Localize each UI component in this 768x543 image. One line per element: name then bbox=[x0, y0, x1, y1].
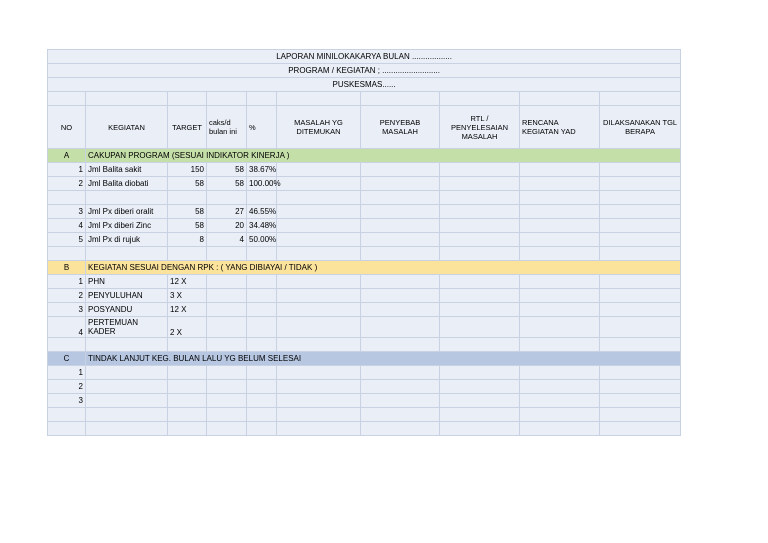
table-row: 1 Jml Balita sakit 150 58 38.67% bbox=[48, 163, 681, 177]
col-rtl: RTL / PENYELESAIAN MASALAH bbox=[440, 106, 520, 149]
column-header-row bbox=[48, 106, 681, 149]
col-caks: caks/d bulan ini bbox=[207, 106, 247, 149]
table-row: 2 Jml Balita diobati 58 58 100.00% bbox=[48, 177, 681, 191]
section-b-header bbox=[48, 261, 681, 275]
section-c-header bbox=[48, 352, 681, 366]
section-b-title: KEGIATAN SESUAI DENGAN RPK : ( YANG DIBIAYAI / TIDAK ) bbox=[86, 261, 681, 275]
col-masalah: MASALAH YG DITEMUKAN bbox=[277, 106, 361, 149]
table-row: 4 PERTEMUAN KADER 2 X bbox=[48, 317, 681, 338]
report-title: LAPORAN MINILOKAKARYA BULAN .................. bbox=[48, 50, 681, 64]
table-row: 1 PHN 12 X bbox=[48, 275, 681, 289]
section-a-header bbox=[48, 149, 681, 163]
col-rencana: RENCANA KEGIATAN YAD bbox=[520, 106, 600, 149]
report-puskesmas: PUSKESMAS...... bbox=[48, 78, 681, 92]
section-b-no: B bbox=[48, 261, 86, 275]
table-row: 4 Jml Px diberi Zinc 58 20 34.48% bbox=[48, 219, 681, 233]
table-row: 3 bbox=[48, 394, 681, 408]
col-target: TARGET bbox=[168, 106, 207, 149]
section-a-no: A bbox=[48, 149, 86, 163]
table-row: 1 bbox=[48, 366, 681, 380]
col-penyebab: PENYEBAB MASALAH bbox=[361, 106, 440, 149]
section-a-title: CAKUPAN PROGRAM (SESUAI INDIKATOR KINERJA ) bbox=[86, 149, 681, 163]
table-row: 5 Jml Px di rujuk 8 4 50.00% bbox=[48, 233, 681, 247]
col-pct: % bbox=[247, 106, 277, 149]
report-program: PROGRAM / KEGIATAN ; .......................... bbox=[48, 64, 681, 78]
table-row: 3 POSYANDU 12 X bbox=[48, 303, 681, 317]
table-row: 3 Jml Px diberi oralit 58 27 46.55% bbox=[48, 205, 681, 219]
report-table bbox=[47, 49, 681, 436]
col-dilaksanakan: DILAKSANAKAN TGL BERAPA bbox=[600, 106, 681, 149]
col-no: NO bbox=[48, 106, 86, 149]
section-c-no: C bbox=[48, 352, 86, 366]
table-row: 2 PENYULUHAN 3 X bbox=[48, 289, 681, 303]
table-row: 2 bbox=[48, 380, 681, 394]
report-sheet bbox=[47, 49, 680, 436]
section-c-title: TINDAK LANJUT KEG. BULAN LALU YG BELUM SELESAI bbox=[86, 352, 681, 366]
col-kegiatan: KEGIATAN bbox=[86, 106, 168, 149]
